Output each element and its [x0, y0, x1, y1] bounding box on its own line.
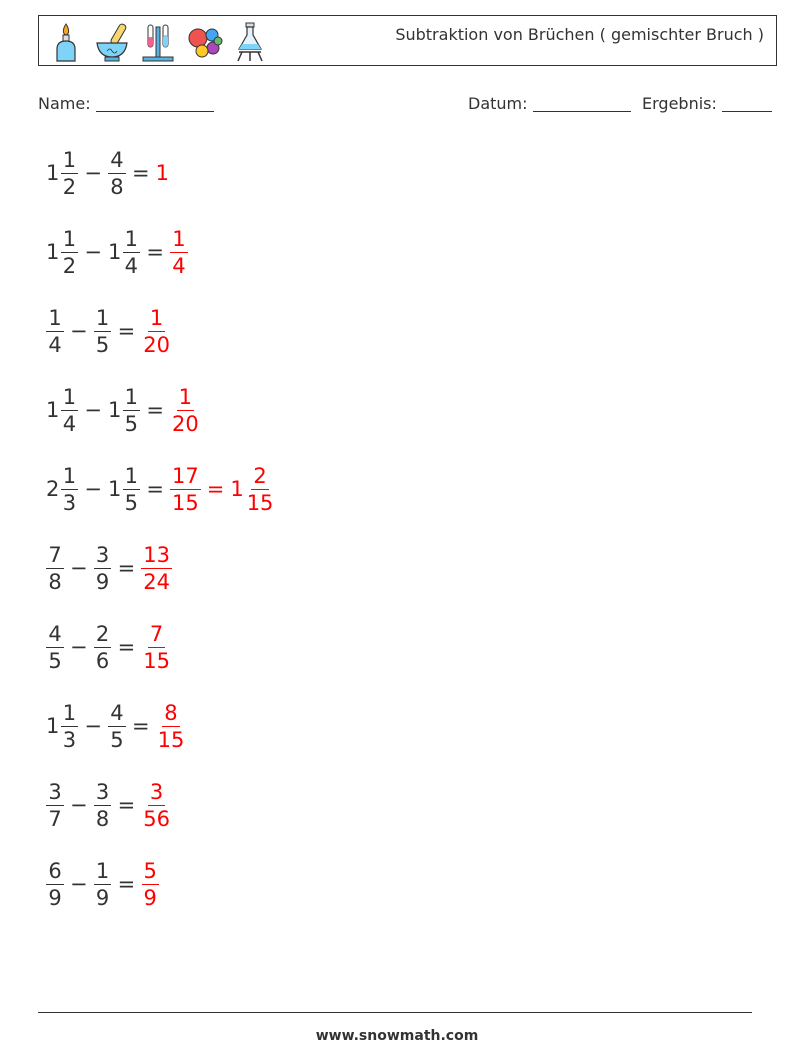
subtrahend-numerator: 1: [124, 463, 139, 488]
equals-sign: =: [146, 240, 164, 264]
minuend-fraction: [46, 779, 64, 832]
minuend-denominator: 4: [48, 332, 62, 357]
subtrahend-numerator: 1: [95, 305, 110, 330]
answer-fraction: [245, 463, 276, 516]
answer: [170, 463, 201, 516]
worksheet-title: Subtraktion von Brüchen ( gemischter Bruch ): [395, 25, 764, 44]
minuend-numerator: 1: [62, 147, 77, 172]
answer-fraction: [141, 305, 172, 358]
answer-fraction: [141, 621, 172, 674]
minuend-denominator: 2: [62, 253, 77, 278]
date-line[interactable]: [533, 95, 631, 112]
answer-numerator: 1: [178, 384, 193, 409]
answer: [170, 226, 188, 279]
answer: [230, 463, 275, 516]
minus-sign: −: [84, 161, 102, 185]
footer-url: www.snowmath.com: [315, 1028, 479, 1044]
footer-divider: [38, 1012, 752, 1013]
minus-sign: −: [84, 240, 102, 264]
subtrahend-whole: 1: [107, 398, 122, 422]
answer-numerator: 13: [143, 542, 170, 567]
subtrahend-whole: 1: [107, 240, 122, 264]
minuend-whole: 1: [46, 161, 60, 185]
subtrahend-denominator: 8: [110, 174, 124, 199]
subtrahend-numerator: 3: [95, 779, 110, 804]
subtrahend-fraction: [94, 779, 112, 832]
answer-equals-sign: =: [206, 477, 225, 501]
score-field: [642, 94, 772, 113]
molecule-icon: [185, 21, 223, 63]
equals-sign: =: [117, 556, 136, 580]
subtrahend-denominator: 5: [110, 727, 124, 752]
answer-numerator: 1: [172, 226, 186, 251]
answer-denominator: 20: [143, 332, 170, 357]
minuend-numerator: 1: [62, 226, 77, 251]
problem-row: [46, 143, 170, 203]
subtrahend-fraction: [122, 226, 140, 279]
minuend-whole: 1: [46, 398, 60, 422]
answer-fraction: [170, 463, 201, 516]
minuend-numerator: 1: [62, 384, 77, 409]
minuend-numerator: 1: [62, 700, 77, 725]
subtrahend-fraction: [94, 621, 112, 674]
minuend-fraction: [60, 384, 78, 437]
minuend-fraction: [46, 305, 64, 358]
alcohol-burner-icon: [47, 21, 85, 63]
date-label: Datum:: [468, 94, 528, 113]
minuend-numerator: 6: [48, 858, 62, 883]
equals-sign: =: [131, 161, 150, 185]
problem-row: [46, 775, 172, 835]
answer-denominator: 24: [143, 569, 170, 594]
flask-stand-icon: [231, 21, 269, 63]
subtrahend-denominator: 5: [124, 411, 139, 436]
answer-fraction: [156, 700, 187, 753]
subtrahend-fraction: [94, 858, 112, 911]
answer-fraction: [170, 384, 201, 437]
minus-sign: −: [70, 319, 88, 343]
answer: [141, 858, 159, 911]
minuend-numerator: 1: [62, 463, 77, 488]
minuend-fraction: [46, 542, 64, 595]
minuend-denominator: 9: [48, 885, 62, 910]
subtrahend-numerator: 1: [95, 858, 110, 883]
subtrahend-denominator: 4: [124, 253, 139, 278]
equals-sign: =: [146, 477, 164, 501]
answer: [141, 779, 172, 832]
answer-denominator: 15: [157, 727, 185, 752]
equals-sign: =: [117, 635, 136, 659]
problem-row: [46, 854, 159, 914]
answer-denominator: 20: [171, 411, 199, 436]
answer-whole: 1: [155, 161, 169, 185]
subtrahend-fraction: [108, 147, 126, 200]
problem-row: [46, 617, 172, 677]
subtrahend-fraction: [94, 542, 112, 595]
equals-sign: =: [117, 319, 136, 343]
minus-sign: −: [84, 398, 102, 422]
answer-numerator: 7: [149, 621, 164, 646]
minuend-fraction: [60, 147, 78, 200]
test-tube-rack-icon: [139, 21, 177, 63]
subtrahend-denominator: 5: [95, 332, 110, 357]
minus-sign: −: [70, 556, 88, 580]
minus-sign: −: [70, 635, 88, 659]
answer-denominator: 4: [172, 253, 186, 278]
answer-whole: 1: [230, 477, 244, 501]
subtrahend-denominator: 5: [124, 490, 139, 515]
minuend-denominator: 5: [48, 648, 62, 673]
answer: [141, 542, 172, 595]
answer-numerator: 1: [149, 305, 164, 330]
answer-fraction: [141, 858, 159, 911]
answer-numerator: 8: [164, 700, 178, 725]
answer-numerator: 5: [143, 858, 157, 883]
subtrahend-numerator: 4: [110, 700, 124, 725]
score-line[interactable]: [722, 95, 772, 112]
worksheet-header: [38, 15, 777, 66]
subtrahend-fraction: [122, 384, 140, 437]
minus-sign: −: [70, 872, 88, 896]
equals-sign: =: [117, 872, 136, 896]
date-field: [468, 94, 631, 113]
minuend-numerator: 3: [48, 779, 62, 804]
minuend-denominator: 8: [48, 569, 62, 594]
subtrahend-fraction: [108, 700, 126, 753]
answer-fraction: [170, 226, 188, 279]
answer-denominator: 9: [143, 885, 157, 910]
answer-numerator: 2: [253, 463, 267, 488]
answer-numerator: 17: [171, 463, 199, 488]
minuend-whole: 1: [46, 240, 60, 264]
subtrahend-numerator: 3: [95, 542, 110, 567]
answer: [141, 305, 172, 358]
subtrahend-numerator: 1: [124, 226, 139, 251]
subtrahend-denominator: 6: [95, 648, 110, 673]
minuend-fraction: [46, 621, 64, 674]
minuend-fraction: [60, 700, 78, 753]
score-label: Ergebnis:: [642, 94, 717, 113]
subtrahend-fraction: [94, 305, 112, 358]
minuend-fraction: [60, 463, 78, 516]
minuend-fraction: [60, 226, 78, 279]
minuend-denominator: 4: [62, 411, 77, 436]
answer: [156, 700, 187, 753]
problem-row: [46, 301, 172, 361]
subtrahend-fraction: [122, 463, 140, 516]
answer-denominator: 15: [143, 648, 170, 673]
answer: [141, 621, 172, 674]
minus-sign: −: [84, 477, 102, 501]
minuend-denominator: 3: [62, 490, 77, 515]
minuend-fraction: [46, 858, 64, 911]
answer-denominator: 15: [171, 490, 199, 515]
answer: [156, 161, 170, 185]
name-line[interactable]: [96, 95, 214, 112]
equals-sign: =: [131, 714, 150, 738]
problem-row: [46, 222, 188, 282]
minus-sign: −: [70, 793, 88, 817]
equals-sign: =: [146, 398, 164, 422]
answer-fraction: [141, 779, 172, 832]
subtrahend-denominator: 9: [95, 569, 110, 594]
minuend-whole: 2: [46, 477, 60, 501]
problem-row: [46, 380, 201, 440]
minuend-denominator: 2: [62, 174, 77, 199]
subtrahend-whole: 1: [107, 477, 122, 501]
answer-denominator: 56: [143, 806, 170, 831]
answer: [170, 384, 201, 437]
subtrahend-numerator: 4: [110, 147, 124, 172]
minuend-numerator: 1: [48, 305, 62, 330]
minuend-numerator: 4: [48, 621, 62, 646]
answer-denominator: 15: [246, 490, 274, 515]
minuend-denominator: 7: [48, 806, 62, 831]
minuend-numerator: 7: [48, 542, 62, 567]
minuend-denominator: 3: [62, 727, 77, 752]
subtrahend-numerator: 1: [124, 384, 139, 409]
problem-row: [46, 696, 186, 756]
answer-numerator: 3: [149, 779, 164, 804]
name-field: [38, 94, 214, 113]
problem-row: [46, 538, 172, 598]
subtrahend-numerator: 2: [95, 621, 110, 646]
problem-row: [46, 459, 275, 519]
mortar-pestle-icon: [93, 21, 131, 63]
minus-sign: −: [84, 714, 102, 738]
subtrahend-denominator: 9: [95, 885, 110, 910]
subtrahend-denominator: 8: [95, 806, 110, 831]
minuend-whole: 1: [46, 714, 60, 738]
answer-fraction: [141, 542, 172, 595]
equals-sign: =: [117, 793, 136, 817]
name-label: Name:: [38, 94, 91, 113]
header-icons: [47, 21, 269, 63]
